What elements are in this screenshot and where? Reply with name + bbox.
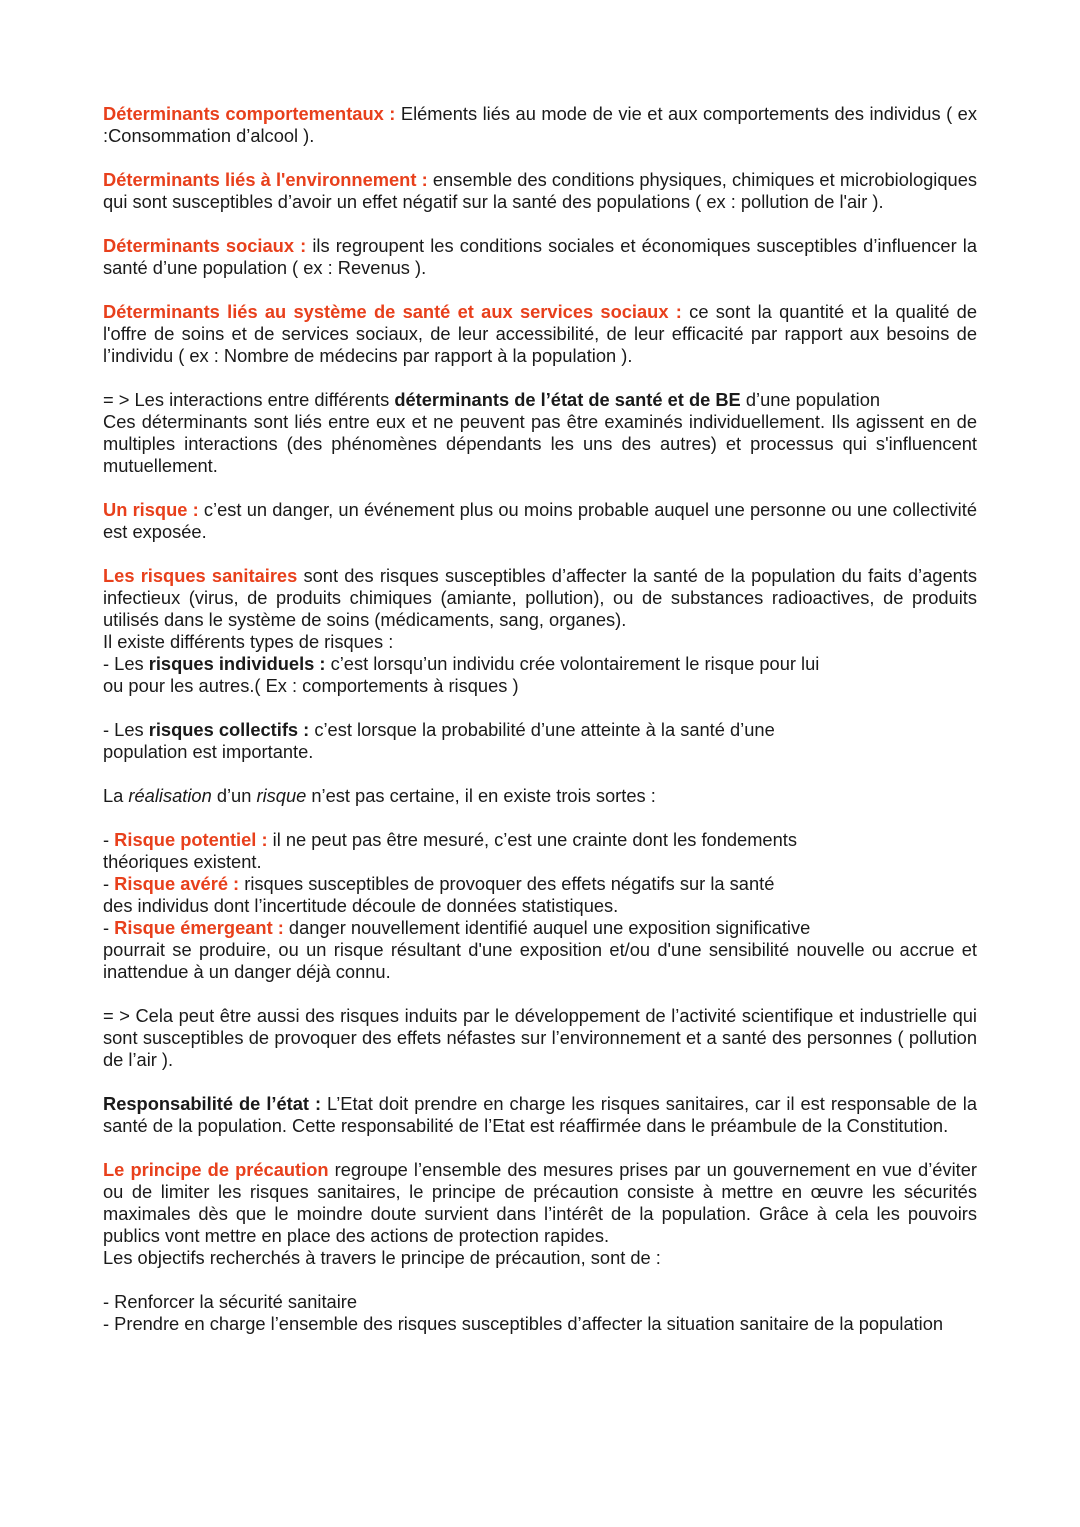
term-risque-avere: Risque avéré :: [114, 873, 240, 894]
definition-text: c’est un danger, un événement plus ou moins probable auquel une personne ou une collectivité est exposée.: [103, 499, 977, 542]
definition-text: il ne peut pas être mesuré, c’est une crainte dont les fondements: [267, 829, 797, 850]
objectif-item-2: - Prendre en charge l’ensemble des risques susceptibles d’affecter la situation sanitaire de la population: [103, 1313, 944, 1334]
paragraph-interactions-body: Ces déterminants sont liés entre eux et ne peuvent pas être examinés individuellement. Ils agissent en de multiples interactions (des phénomènes dépendants les uns des autres) et processus qui s'influencent mutuellement.: [103, 411, 977, 476]
paragraph-responsabilite-etat: [103, 1093, 977, 1137]
term-risques-sanitaires: Les risques sanitaires: [103, 565, 298, 586]
list-dash: -: [103, 873, 115, 894]
risk-types-intro: Il existe différents types de risques :: [103, 631, 394, 652]
list-dash: - Les: [103, 653, 149, 674]
risque-potentiel-line-2: théoriques existent.: [103, 851, 262, 872]
risque-avere-line: [103, 873, 977, 895]
term-principe-precaution: Le principe de précaution: [103, 1159, 329, 1180]
risques-individuels-line-2: ou pour les autres.( Ex : comportements à risques ): [103, 675, 519, 696]
definition-text: ce sont la quantité et la qualité de l'offre de soins et de services sociaux, de leur accessibilité, de leur efficacité par rapport aux besoins de l’individu ( ex : Nombre de médecins par rapport à la population ).: [103, 301, 977, 366]
term-responsabilite-etat: Responsabilité de l’état :: [103, 1093, 322, 1114]
text-fragment: d’un: [211, 785, 257, 806]
term-risques-collectifs: risques collectifs :: [148, 719, 310, 740]
risques-collectifs-line-2: population est importante.: [103, 741, 314, 762]
risques-individuels-line: [103, 653, 977, 675]
interactions-prefix: = > Les interactions entre différents: [103, 389, 395, 410]
term-risques-individuels: risques individuels :: [148, 653, 326, 674]
term-risque-emergeant: Risque émergeant :: [114, 917, 284, 938]
list-dash: -: [103, 917, 115, 938]
term-determinants-environnement: Déterminants liés à l'environnement :: [103, 169, 428, 190]
list-dash: -: [103, 829, 115, 850]
text-fragment: n’est pas certaine, il en existe trois sortes :: [306, 785, 656, 806]
definition-text: regroupe l’ensemble des mesures prises par un gouvernement en vue d’éviter ou de limiter les risques sanitaires, le principe de précaution consiste à mettre en œuvre les sécurités maximales dès que le moindre doute survient dans l’intérêt de la population. Grâce à cela les pouvoirs publics vont mettre en place des actions de protection rapides.: [103, 1159, 977, 1246]
paragraph-determinants-comportementaux: [103, 103, 977, 147]
objectifs-intro: Les objectifs recherchés à travers le principe de précaution, sont de :: [103, 1247, 661, 1268]
term-un-risque: Un risque :: [103, 499, 199, 520]
objectif-item-1: - Renforcer la sécurité sanitaire: [103, 1291, 358, 1312]
paragraph-realisation-risque: [103, 785, 977, 807]
definition-text: risques susceptibles de provoquer des effets négatifs sur la santé: [239, 873, 775, 894]
definition-text: ils regroupent les conditions sociales et économiques susceptibles d’influencer la santé d’une population ( ex : Revenus ).: [103, 235, 978, 278]
italic-realisation: réalisation: [128, 785, 212, 806]
paragraph-determinants-sociaux: [103, 235, 977, 279]
definition-text: Eléments liés au mode de vie et aux comportements des individus ( ex :Consommation d’alcool ).: [103, 103, 977, 146]
definition-text: ensemble des conditions physiques, chimiques et microbiologiques qui sont susceptibles d’avoir un effet négatif sur la santé des populations ( ex : pollution de l'air ).: [103, 169, 977, 212]
paragraph-determinants-systeme-sante: [103, 301, 977, 367]
term-determinants-systeme-sante: Déterminants liés au système de santé et aux services sociaux :: [103, 301, 682, 322]
risque-potentiel-line: [103, 829, 977, 851]
paragraph-un-risque: [103, 499, 977, 543]
term-determinants-sociaux: Déterminants sociaux :: [103, 235, 307, 256]
term-risque-potentiel: Risque potentiel :: [114, 829, 268, 850]
risque-emergeant-body: pourrait se produire, ou un risque résultant d'une exposition et/ou d'une sensibilité nouvelle ou accrue et inattendue à un danger déjà connu.: [103, 939, 977, 982]
italic-risque: risque: [256, 785, 307, 806]
paragraph-interactions-heading: [103, 389, 977, 411]
text-fragment: La: [103, 785, 129, 806]
term-determinants-comportementaux: Déterminants comportementaux :: [103, 103, 396, 124]
paragraph-risques-induits: = > Cela peut être aussi des risques induits par le développement de l’activité scientifique et industrielle qui sont susceptibles de provoquer des effets néfastes sur l’environnement et a santé des personnes ( pollution de l’air ).: [103, 1005, 977, 1070]
definition-text: c’est lorsque la probabilité d’une atteinte à la santé d’une: [309, 719, 775, 740]
definition-text: danger nouvellement identifié auquel une exposition significative: [283, 917, 811, 938]
risques-collectifs-line: [103, 719, 977, 741]
paragraph-risques-sanitaires: [103, 565, 977, 631]
list-dash: - Les: [103, 719, 149, 740]
risque-emergeant-line: [103, 917, 977, 939]
definition-text: sont des risques susceptibles d’affecter la santé de la population du faits d’agents infectieux (virus, de produits chimiques (amiante, pollution), ou de substances radioactives, de produits utilisés dans le système de soins (médicaments, sang, organes).: [103, 565, 977, 630]
paragraph-determinants-environnement: [103, 169, 977, 213]
definition-text: c’est lorsqu’un individu crée volontairement le risque pour lui: [325, 653, 820, 674]
interactions-suffix: d’une population: [740, 389, 881, 410]
definition-text: L’Etat doit prendre en charge les risques sanitaires, car il est responsable de la santé de la population. Cette responsabilité de l’Etat est réaffirmée dans le préambule de la Constitution.: [103, 1093, 977, 1136]
risque-avere-line-2: des individus dont l’incertitude découle de données statistiques.: [103, 895, 619, 916]
interactions-bold: déterminants de l’état de santé et de BE: [394, 389, 741, 410]
paragraph-principe-precaution: [103, 1159, 977, 1247]
